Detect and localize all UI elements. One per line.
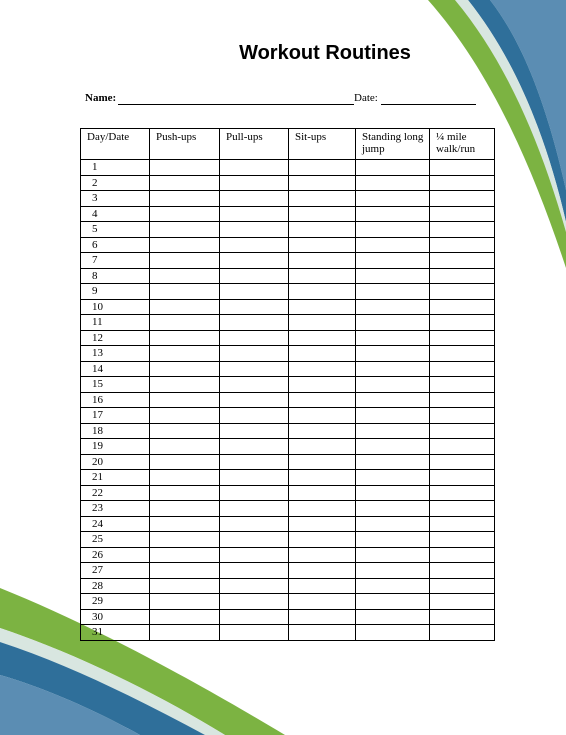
pull-ups-cell[interactable]: [220, 563, 289, 579]
walk-run-cell[interactable]: [430, 501, 495, 517]
long-jump-cell[interactable]: [356, 516, 430, 532]
walk-run-cell[interactable]: [430, 284, 495, 300]
walk-run-cell[interactable]: [430, 160, 495, 176]
day-number-cell: 3: [81, 191, 150, 207]
long-jump-cell[interactable]: [356, 346, 430, 362]
sit-ups-cell[interactable]: [289, 392, 356, 408]
push-ups-cell[interactable]: [150, 578, 220, 594]
walk-run-cell[interactable]: [430, 222, 495, 238]
pull-ups-cell[interactable]: [220, 578, 289, 594]
walk-run-cell[interactable]: [430, 330, 495, 346]
push-ups-cell[interactable]: [150, 315, 220, 331]
table-row: [81, 563, 495, 579]
day-number-cell: 18: [81, 423, 150, 439]
push-ups-cell[interactable]: [150, 594, 220, 610]
day-number-cell: 5: [81, 222, 150, 238]
pull-ups-cell[interactable]: [220, 609, 289, 625]
walk-run-cell[interactable]: [430, 175, 495, 191]
push-ups-cell[interactable]: [150, 485, 220, 501]
long-jump-cell[interactable]: [356, 160, 430, 176]
table-row: [81, 346, 495, 362]
sit-ups-cell[interactable]: [289, 330, 356, 346]
long-jump-cell[interactable]: [356, 191, 430, 207]
long-jump-cell[interactable]: [356, 547, 430, 563]
walk-run-cell[interactable]: [430, 392, 495, 408]
pull-ups-cell[interactable]: [220, 299, 289, 315]
sit-ups-cell[interactable]: [289, 578, 356, 594]
pull-ups-cell[interactable]: [220, 516, 289, 532]
walk-run-cell[interactable]: [430, 237, 495, 253]
day-number-cell: 14: [81, 361, 150, 377]
long-jump-cell[interactable]: [356, 392, 430, 408]
table-body: [81, 160, 495, 641]
table-row: [81, 160, 495, 176]
walk-run-cell[interactable]: [430, 361, 495, 377]
pull-ups-cell[interactable]: [220, 315, 289, 331]
day-number-cell: 8: [81, 268, 150, 284]
push-ups-cell[interactable]: [150, 175, 220, 191]
day-number-cell: 15: [81, 377, 150, 393]
pull-ups-cell[interactable]: [220, 361, 289, 377]
sit-ups-cell[interactable]: [289, 516, 356, 532]
push-ups-cell[interactable]: [150, 222, 220, 238]
push-ups-cell[interactable]: [150, 206, 220, 222]
table-row: [81, 578, 495, 594]
sit-ups-cell[interactable]: [289, 315, 356, 331]
sit-ups-cell[interactable]: [289, 563, 356, 579]
table-row: [81, 454, 495, 470]
column-header-push-ups: Push-ups: [150, 129, 220, 160]
sit-ups-cell[interactable]: [289, 547, 356, 563]
walk-run-cell[interactable]: [430, 423, 495, 439]
table-row: [81, 501, 495, 517]
sit-ups-cell[interactable]: [289, 609, 356, 625]
day-number-cell: 20: [81, 454, 150, 470]
long-jump-cell[interactable]: [356, 284, 430, 300]
walk-run-cell[interactable]: [430, 594, 495, 610]
pull-ups-cell[interactable]: [220, 470, 289, 486]
day-number-cell: 10: [81, 299, 150, 315]
long-jump-cell[interactable]: [356, 578, 430, 594]
day-number-cell: 30: [81, 609, 150, 625]
name-date-line: [85, 92, 485, 106]
table-row: [81, 485, 495, 501]
sit-ups-cell[interactable]: [289, 532, 356, 548]
push-ups-cell[interactable]: [150, 470, 220, 486]
push-ups-cell[interactable]: [150, 532, 220, 548]
long-jump-cell[interactable]: [356, 222, 430, 238]
sit-ups-cell[interactable]: [289, 206, 356, 222]
pull-ups-cell[interactable]: [220, 160, 289, 176]
walk-run-cell[interactable]: [430, 516, 495, 532]
push-ups-cell[interactable]: [150, 299, 220, 315]
push-ups-cell[interactable]: [150, 284, 220, 300]
sit-ups-cell[interactable]: [289, 501, 356, 517]
table-row: [81, 175, 495, 191]
pull-ups-cell[interactable]: [220, 330, 289, 346]
table-row: [81, 625, 495, 641]
long-jump-cell[interactable]: [356, 501, 430, 517]
column-header-sit-ups: Sit-ups: [289, 129, 356, 160]
sit-ups-cell[interactable]: [289, 346, 356, 362]
pull-ups-cell[interactable]: [220, 222, 289, 238]
sit-ups-cell[interactable]: [289, 377, 356, 393]
sit-ups-cell[interactable]: [289, 594, 356, 610]
long-jump-cell[interactable]: [356, 454, 430, 470]
day-number-cell: 28: [81, 578, 150, 594]
walk-run-cell[interactable]: [430, 532, 495, 548]
table-row: [81, 594, 495, 610]
push-ups-cell[interactable]: [150, 547, 220, 563]
pull-ups-cell[interactable]: [220, 547, 289, 563]
push-ups-cell[interactable]: [150, 330, 220, 346]
sit-ups-cell[interactable]: [289, 191, 356, 207]
push-ups-cell[interactable]: [150, 439, 220, 455]
walk-run-cell[interactable]: [430, 315, 495, 331]
sit-ups-cell[interactable]: [289, 454, 356, 470]
pull-ups-cell[interactable]: [220, 625, 289, 641]
day-number-cell: 23: [81, 501, 150, 517]
pull-ups-cell[interactable]: [220, 377, 289, 393]
long-jump-cell[interactable]: [356, 315, 430, 331]
walk-run-cell[interactable]: [430, 377, 495, 393]
pull-ups-cell[interactable]: [220, 594, 289, 610]
day-number-cell: 31: [81, 625, 150, 641]
long-jump-cell[interactable]: [356, 609, 430, 625]
pull-ups-cell[interactable]: [220, 408, 289, 424]
push-ups-cell[interactable]: [150, 501, 220, 517]
sit-ups-cell[interactable]: [289, 470, 356, 486]
sit-ups-cell[interactable]: [289, 625, 356, 641]
sit-ups-cell[interactable]: [289, 268, 356, 284]
table-row: [81, 330, 495, 346]
long-jump-cell[interactable]: [356, 253, 430, 269]
table-row: [81, 547, 495, 563]
table-row: [81, 392, 495, 408]
walk-run-cell[interactable]: [430, 563, 495, 579]
long-jump-cell[interactable]: [356, 470, 430, 486]
long-jump-cell[interactable]: [356, 532, 430, 548]
date-field[interactable]: [381, 104, 476, 105]
pull-ups-cell[interactable]: [220, 237, 289, 253]
walk-run-cell[interactable]: [430, 206, 495, 222]
walk-run-cell[interactable]: [430, 578, 495, 594]
day-number-cell: 4: [81, 206, 150, 222]
sit-ups-cell[interactable]: [289, 237, 356, 253]
walk-run-cell[interactable]: [430, 299, 495, 315]
day-number-cell: 22: [81, 485, 150, 501]
pull-ups-cell[interactable]: [220, 501, 289, 517]
day-number-cell: 9: [81, 284, 150, 300]
push-ups-cell[interactable]: [150, 423, 220, 439]
push-ups-cell[interactable]: [150, 253, 220, 269]
sit-ups-cell[interactable]: [289, 408, 356, 424]
day-number-cell: 21: [81, 470, 150, 486]
day-number-cell: 27: [81, 563, 150, 579]
walk-run-cell[interactable]: [430, 253, 495, 269]
pull-ups-cell[interactable]: [220, 175, 289, 191]
day-number-cell: 6: [81, 237, 150, 253]
day-number-cell: 13: [81, 346, 150, 362]
long-jump-cell[interactable]: [356, 206, 430, 222]
pull-ups-cell[interactable]: [220, 392, 289, 408]
walk-run-cell[interactable]: [430, 408, 495, 424]
sit-ups-cell[interactable]: [289, 253, 356, 269]
table-row: [81, 268, 495, 284]
long-jump-cell[interactable]: [356, 377, 430, 393]
pull-ups-cell[interactable]: [220, 191, 289, 207]
table-row: [81, 237, 495, 253]
sit-ups-cell[interactable]: [289, 175, 356, 191]
pull-ups-cell[interactable]: [220, 485, 289, 501]
day-number-cell: 11: [81, 315, 150, 331]
pull-ups-cell[interactable]: [220, 532, 289, 548]
push-ups-cell[interactable]: [150, 454, 220, 470]
pull-ups-cell[interactable]: [220, 253, 289, 269]
table-row: [81, 377, 495, 393]
long-jump-cell[interactable]: [356, 485, 430, 501]
table-row: [81, 423, 495, 439]
long-jump-cell[interactable]: [356, 423, 430, 439]
pull-ups-cell[interactable]: [220, 454, 289, 470]
pull-ups-cell[interactable]: [220, 284, 289, 300]
long-jump-cell[interactable]: [356, 625, 430, 641]
day-number-cell: 26: [81, 547, 150, 563]
push-ups-cell[interactable]: [150, 346, 220, 362]
long-jump-cell[interactable]: [356, 439, 430, 455]
sit-ups-cell[interactable]: [289, 284, 356, 300]
column-header-quarter-mile-walk-run: ¼ mile walk/run: [430, 129, 495, 160]
sit-ups-cell[interactable]: [289, 160, 356, 176]
sit-ups-cell[interactable]: [289, 299, 356, 315]
push-ups-cell[interactable]: [150, 609, 220, 625]
walk-run-cell[interactable]: [430, 191, 495, 207]
date-label: Date:: [354, 92, 378, 104]
push-ups-cell[interactable]: [150, 377, 220, 393]
sit-ups-cell[interactable]: [289, 222, 356, 238]
table-header-row: [81, 129, 495, 160]
pull-ups-cell[interactable]: [220, 346, 289, 362]
long-jump-cell[interactable]: [356, 237, 430, 253]
walk-run-cell[interactable]: [430, 454, 495, 470]
day-number-cell: 16: [81, 392, 150, 408]
column-header-standing-long-jump: Standing long jump: [356, 129, 430, 160]
walk-run-cell[interactable]: [430, 609, 495, 625]
walk-run-cell[interactable]: [430, 470, 495, 486]
long-jump-cell[interactable]: [356, 594, 430, 610]
name-label: Name:: [85, 92, 117, 104]
page-title: Workout Routines: [239, 42, 411, 64]
table-row: [81, 299, 495, 315]
sit-ups-cell[interactable]: [289, 485, 356, 501]
push-ups-cell[interactable]: [150, 516, 220, 532]
table-row: [81, 361, 495, 377]
table-row: [81, 206, 495, 222]
walk-run-cell[interactable]: [430, 547, 495, 563]
table-row: [81, 315, 495, 331]
push-ups-cell[interactable]: [150, 408, 220, 424]
walk-run-cell[interactable]: [430, 625, 495, 641]
day-number-cell: 1: [81, 160, 150, 176]
push-ups-cell[interactable]: [150, 392, 220, 408]
column-header-day-date: Day/Date: [81, 129, 150, 160]
push-ups-cell[interactable]: [150, 237, 220, 253]
push-ups-cell[interactable]: [150, 191, 220, 207]
push-ups-cell[interactable]: [150, 361, 220, 377]
long-jump-cell[interactable]: [356, 268, 430, 284]
column-header-pull-ups: Pull-ups: [220, 129, 289, 160]
name-field[interactable]: [118, 104, 354, 105]
long-jump-cell[interactable]: [356, 299, 430, 315]
walk-run-cell[interactable]: [430, 346, 495, 362]
long-jump-cell[interactable]: [356, 175, 430, 191]
table-row: [81, 532, 495, 548]
table-row: [81, 609, 495, 625]
long-jump-cell[interactable]: [356, 361, 430, 377]
pull-ups-cell[interactable]: [220, 423, 289, 439]
push-ups-cell[interactable]: [150, 160, 220, 176]
table-row: [81, 470, 495, 486]
long-jump-cell[interactable]: [356, 330, 430, 346]
table-row: [81, 284, 495, 300]
day-number-cell: 24: [81, 516, 150, 532]
pull-ups-cell[interactable]: [220, 268, 289, 284]
workout-log-table: [80, 128, 495, 641]
day-number-cell: 17: [81, 408, 150, 424]
table-row: [81, 439, 495, 455]
long-jump-cell[interactable]: [356, 563, 430, 579]
day-number-cell: 7: [81, 253, 150, 269]
day-number-cell: 29: [81, 594, 150, 610]
push-ups-cell[interactable]: [150, 268, 220, 284]
day-number-cell: 12: [81, 330, 150, 346]
push-ups-cell[interactable]: [150, 563, 220, 579]
table-row: [81, 222, 495, 238]
sit-ups-cell[interactable]: [289, 361, 356, 377]
walk-run-cell[interactable]: [430, 268, 495, 284]
walk-run-cell[interactable]: [430, 485, 495, 501]
day-number-cell: 19: [81, 439, 150, 455]
sit-ups-cell[interactable]: [289, 439, 356, 455]
table-row: [81, 516, 495, 532]
sit-ups-cell[interactable]: [289, 423, 356, 439]
table-row: [81, 408, 495, 424]
table-row: [81, 191, 495, 207]
pull-ups-cell[interactable]: [220, 439, 289, 455]
walk-run-cell[interactable]: [430, 439, 495, 455]
table-row: [81, 253, 495, 269]
day-number-cell: 2: [81, 175, 150, 191]
push-ups-cell[interactable]: [150, 625, 220, 641]
long-jump-cell[interactable]: [356, 408, 430, 424]
pull-ups-cell[interactable]: [220, 206, 289, 222]
day-number-cell: 25: [81, 532, 150, 548]
